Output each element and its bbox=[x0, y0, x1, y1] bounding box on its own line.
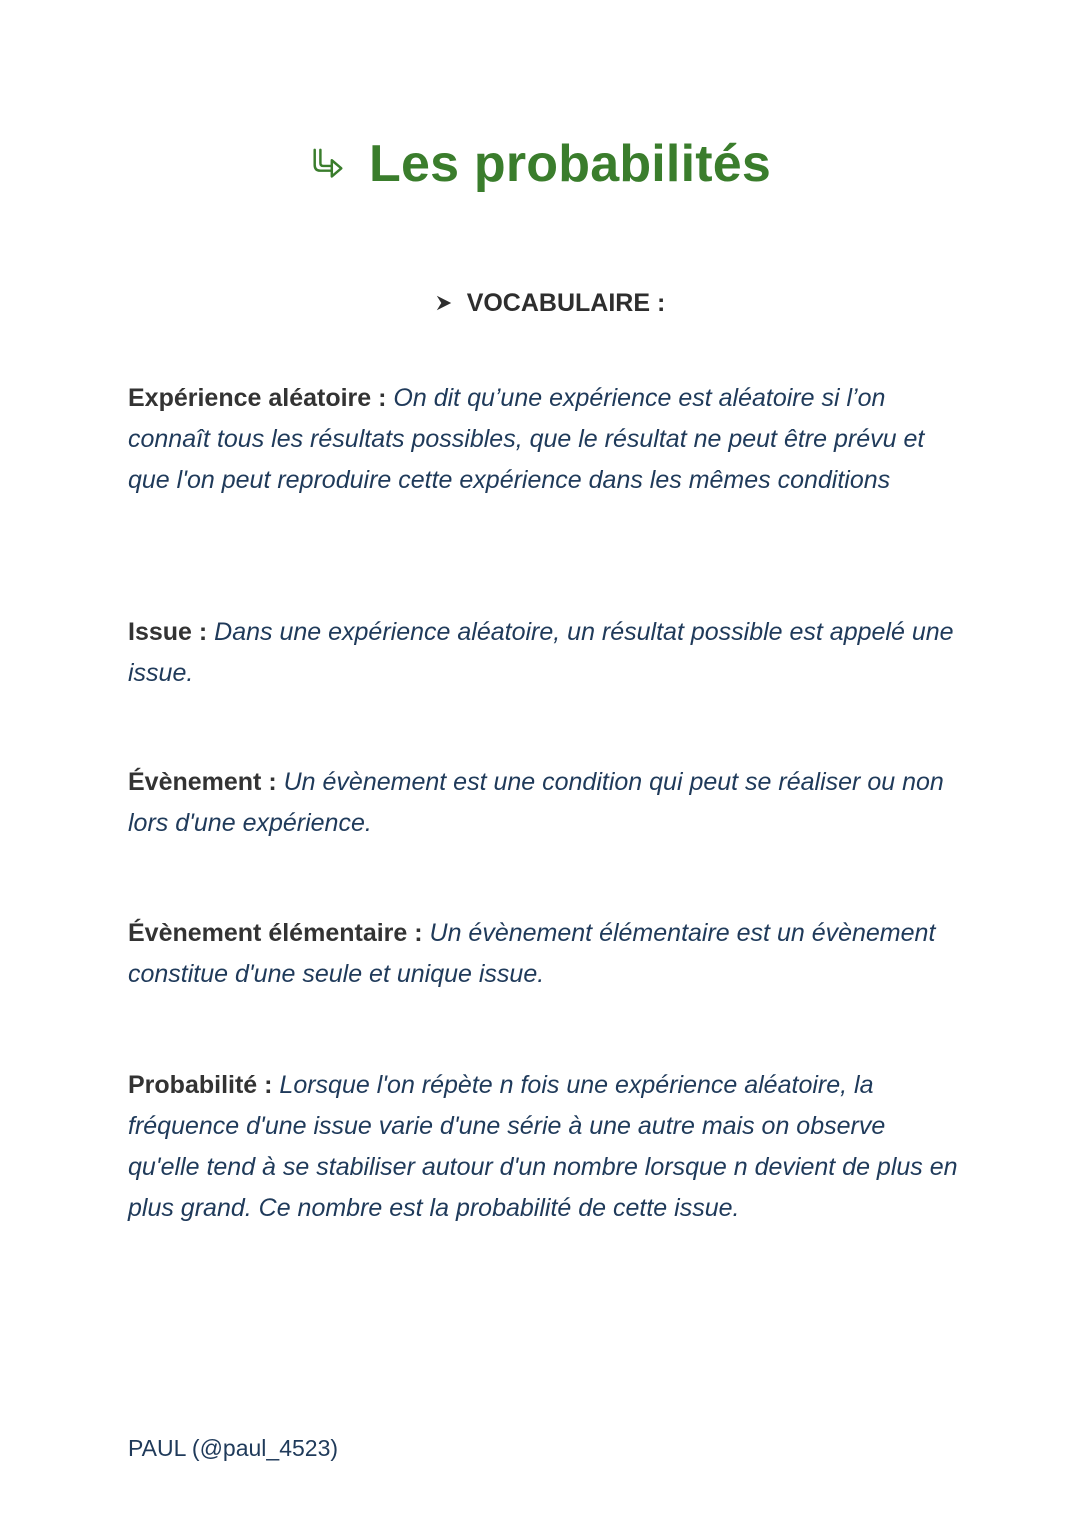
definition-item bbox=[128, 612, 958, 694]
author-footer: PAUL (@paul_4523) bbox=[128, 1435, 339, 1461]
section-header bbox=[0, 286, 1080, 320]
definition-text: Dans une expérience aléatoire, un résultat possible est appelé une issue. bbox=[128, 618, 954, 687]
definition-term: Évènement : bbox=[128, 768, 277, 796]
definition-item bbox=[128, 1065, 958, 1229]
curved-arrow-icon bbox=[309, 146, 347, 184]
definition-text: On dit qu’une expérience est aléatoire si l’on connaît tous les résultats possibles, que le résultat ne peut être prévu et que l'on peut reproduire cette expérience dans les mêmes conditions bbox=[128, 384, 925, 494]
page-header bbox=[0, 132, 1080, 196]
arrowhead-bullet-icon bbox=[435, 294, 453, 312]
definition-item bbox=[128, 913, 958, 995]
definition-text: Un évènement élémentaire est un évènement constitue d'une seule et unique issue. bbox=[128, 919, 936, 988]
definition-term: Évènement élémentaire : bbox=[128, 919, 423, 947]
definition-text: Lorsque l'on répète n fois une expérience aléatoire, la fréquence d'une issue varie d'une série à une autre mais on observe qu'elle tend à se stabiliser autour d'un nombre lorsque n devient de plus en plus grand. Ce nombre est la probabilité de cette issue. bbox=[128, 1071, 958, 1222]
page-title: Les probabilités bbox=[369, 135, 771, 193]
definition-item bbox=[128, 378, 958, 501]
definition-item bbox=[128, 762, 958, 844]
definition-term: Probabilité : bbox=[128, 1071, 273, 1099]
definition-text: Un évènement est une condition qui peut se réaliser ou non lors d'une expérience. bbox=[128, 768, 944, 837]
definition-term: Expérience aléatoire : bbox=[128, 384, 387, 412]
definition-term: Issue : bbox=[128, 618, 208, 646]
section-title: VOCABULAIRE : bbox=[466, 289, 666, 317]
